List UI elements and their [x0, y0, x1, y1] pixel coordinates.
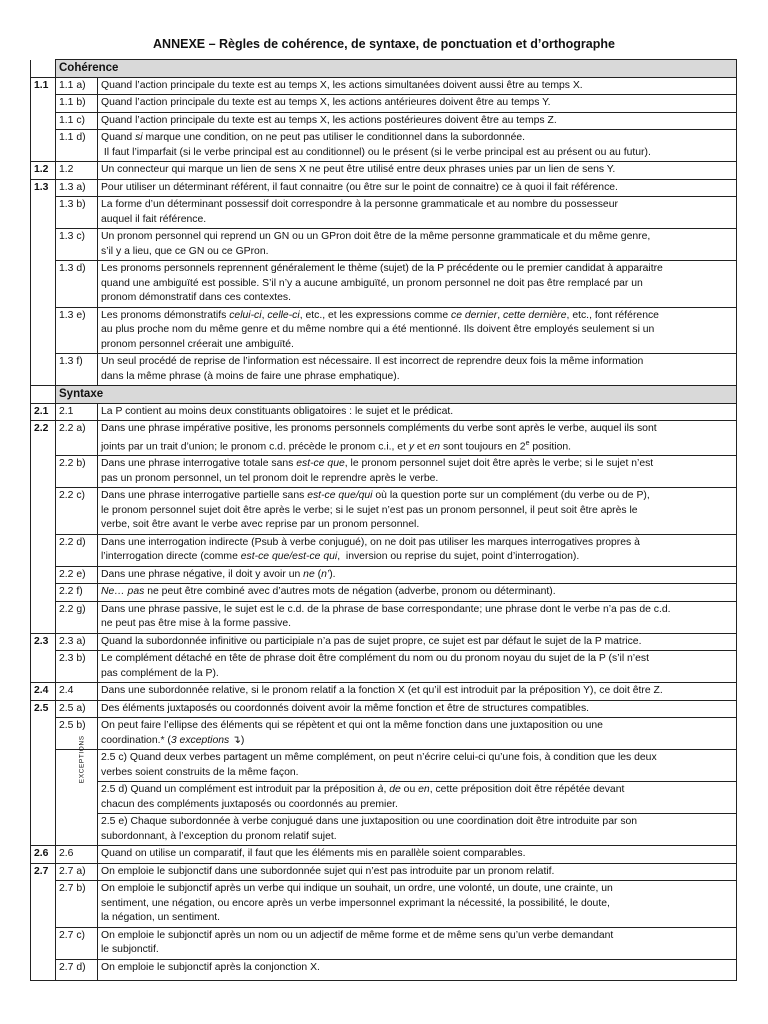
exceptions-label: EXCEPTIONS — [78, 735, 86, 784]
group-number — [31, 584, 56, 602]
rule-row — [31, 130, 737, 162]
rule-row — [31, 959, 737, 980]
group-number — [31, 130, 56, 162]
rule-text: Dans une phrase négative, il doit y avoir un ne (n’). — [98, 566, 737, 584]
rule-code: 2.3 b) — [56, 651, 98, 683]
rule-code: 2.2 d) — [56, 534, 98, 566]
rule-text: Quand l’action principale du texte est au temps X, les actions antérieures doivent être au temps Y. — [98, 95, 737, 113]
rule-code: 2.5 b) — [56, 718, 98, 750]
group-number — [31, 354, 56, 386]
rule-code: 1.3 c) — [56, 229, 98, 261]
rule-row — [31, 718, 737, 750]
rule-row — [31, 700, 737, 718]
rule-row — [31, 488, 737, 535]
rule-row — [31, 651, 737, 683]
rule-text: Quand la subordonnée infinitive ou participiale n’a pas de sujet propre, ce sujet est par défaut le sujet de la P matrice. — [98, 633, 737, 651]
rule-text: Dans une subordonnée relative, si le pronom relatif a la fonction X (et qu’il est introduit par la préposition Y), ce doit être Z. — [98, 683, 737, 701]
group-number: 2.1 — [31, 403, 56, 421]
rule-code: 2.2 g) — [56, 601, 98, 633]
section-heading: Syntaxe — [56, 386, 737, 404]
exceptions-label-cell — [56, 735, 98, 846]
rule-code: 2.6 — [56, 846, 98, 864]
rule-code: 2.2 b) — [56, 456, 98, 488]
section-header-row — [31, 386, 737, 404]
group-number: 2.5 — [31, 700, 56, 718]
rule-row — [31, 534, 737, 566]
rule-row — [31, 162, 737, 180]
rule-code: 1.3 f) — [56, 354, 98, 386]
rule-code: 2.1 — [56, 403, 98, 421]
rule-row — [31, 927, 737, 959]
document-title: ANNEXE – Règles de cohérence, de syntaxe, de ponctuation et d’orthographe — [153, 37, 615, 51]
group-cell — [31, 814, 56, 846]
group-number — [31, 112, 56, 130]
group-number — [31, 959, 56, 980]
rule-text: 2.5 e) Chaque subordonnée à verbe conjugué dans une juxtaposition ou une coordination doit être introduite par son subordonnant, à l’exception du pronom relatif sujet. — [98, 814, 737, 846]
group-number — [31, 488, 56, 535]
rule-code: 2.4 — [56, 683, 98, 701]
rule-code: 2.7 b) — [56, 881, 98, 928]
group-cell — [31, 782, 56, 814]
rule-text: Dans une interrogation indirecte (Psub à verbe conjugué), on ne doit pas utiliser les marques interrogatives propres à l’interrogation directe (comme est-ce que/est-ce qui, inversion ou reprise du sujet, point d’interrogation). — [98, 534, 737, 566]
rule-text: Des éléments juxtaposés ou coordonnés doivent avoir la même fonction et être de structures compatibles. — [98, 700, 737, 718]
rule-code: 1.1 c) — [56, 112, 98, 130]
rule-code: 2.2 e) — [56, 566, 98, 584]
rule-code: 1.1 b) — [56, 95, 98, 113]
group-number — [31, 197, 56, 229]
group-number: 1.2 — [31, 162, 56, 180]
rule-row — [31, 261, 737, 308]
rule-text: Quand l’action principale du texte est au temps X, les actions simultanées doivent aussi être au temps X. — [98, 77, 737, 95]
rule-text: Le complément détaché en tête de phrase doit être complément du nom ou du pronom noyau du sujet de la P (s’il n’est pas complément de la P). — [98, 651, 737, 683]
rule-row — [31, 403, 737, 421]
section-spacer — [31, 386, 56, 404]
rule-code: 1.3 a) — [56, 179, 98, 197]
group-number — [31, 718, 56, 750]
rule-code: 1.3 e) — [56, 307, 98, 354]
rule-text: Un connecteur qui marque un lien de sens X ne peut être utilisé entre deux phrases unies par un lien de sens Y. — [98, 162, 737, 180]
rule-text: Quand si marque une condition, on ne peut pas utiliser le conditionnel dans la subordonnée. Il faut l’imparfait (si le verbe principal est au conditionnel) ou le présent (si le verbe principal est au présent ou au futur). — [98, 130, 737, 162]
rule-code: 2.5 a) — [56, 700, 98, 718]
group-cell — [31, 750, 56, 782]
group-number: 2.2 — [31, 421, 56, 456]
group-number — [31, 927, 56, 959]
rule-row — [31, 633, 737, 651]
group-number — [31, 261, 56, 308]
rule-code: 2.2 f) — [56, 584, 98, 602]
rule-row — [31, 846, 737, 864]
rule-code: 1.2 — [56, 162, 98, 180]
group-number: 1.1 — [31, 77, 56, 95]
section-heading: Cohérence — [56, 60, 737, 78]
rules-table — [30, 59, 737, 981]
rule-row — [31, 354, 737, 386]
rule-row — [31, 229, 737, 261]
rule-text: Pour utiliser un déterminant référent, il faut connaitre (ou être sur le point de connaitre) ce à quoi il fait référence. — [98, 179, 737, 197]
rule-row — [31, 77, 737, 95]
rule-code: 2.2 a) — [56, 421, 98, 456]
rule-code: 2.3 a) — [56, 633, 98, 651]
rule-text: 2.5 c) Quand deux verbes partagent un même complément, on peut n’écrire celui-ci qu’une fois, à condition que les deux verbes soient construits de la même façon. — [98, 750, 737, 782]
rule-text: Quand l’action principale du texte est au temps X, les actions postérieures doivent être au temps Z. — [98, 112, 737, 130]
rule-text: Dans une phrase passive, le sujet est le c.d. de la phrase de base correspondante; une phrase dont le verbe n’a pas de c.d. ne peut pas être mise à la forme passive. — [98, 601, 737, 633]
rule-text: Les pronoms démonstratifs celui-ci, celle-ci, etc., et les expressions comme ce dernier, cette dernière, etc., font référence au plus proche nom du même genre et du même nombre qui a été mentionné. Ils doivent être employés seulement si un pronom personnel créerait une ambiguïté. — [98, 307, 737, 354]
group-number — [31, 566, 56, 584]
rule-text: On emploie le subjonctif dans une subordonnée sujet qui n’est pas introduite par un pronom relatif. — [98, 863, 737, 881]
group-number: 2.7 — [31, 863, 56, 881]
rule-text: Quand on utilise un comparatif, il faut que les éléments mis en parallèle soient comparables. — [98, 846, 737, 864]
rule-code: 2.7 a) — [56, 863, 98, 881]
rule-row — [31, 421, 737, 456]
rule-code: 2.7 c) — [56, 927, 98, 959]
rule-row — [31, 95, 737, 113]
rule-text: On emploie le subjonctif après un nom ou un adjectif de même forme et de même sens qu’un verbe demandant le subjonctif. — [98, 927, 737, 959]
rule-row — [31, 584, 737, 602]
group-number — [31, 601, 56, 633]
group-number — [31, 534, 56, 566]
rule-row — [31, 863, 737, 881]
rule-row — [31, 179, 737, 197]
rule-text: La forme d’un déterminant possessif doit correspondre à la personne grammaticale et au nombre du possesseur auquel il fait référence. — [98, 197, 737, 229]
rule-row — [31, 307, 737, 354]
rule-text: Dans une phrase interrogative partielle sans est-ce que/qui où la question porte sur un complément (du verbe ou de P), le pronom personnel sujet doit être après le verbe; si le sujet n’est pas un pronom personnel, il peut soit être après le verbe, soit être avant le verbe avec reprise par un pronom personnel. — [98, 488, 737, 535]
group-number — [31, 229, 56, 261]
rule-code: 1.3 b) — [56, 197, 98, 229]
rule-row — [31, 112, 737, 130]
rule-row — [31, 566, 737, 584]
group-number — [31, 881, 56, 928]
rule-row — [31, 197, 737, 229]
rule-text: 2.5 d) Quand un complément est introduit par la préposition à, de ou en, cette préposition doit être répétée devant chacun des compléments juxtaposés ou coordonnés au premier. — [98, 782, 737, 814]
rule-text: On peut faire l’ellipse des éléments qui se répètent et qui ont la même fonction dans une juxtaposition ou une coordination.* (3 exceptions ↴) — [98, 718, 737, 750]
section-spacer — [31, 60, 56, 78]
group-number: 2.3 — [31, 633, 56, 651]
section-header-row — [31, 60, 737, 78]
rule-row — [31, 683, 737, 701]
rule-row — [31, 601, 737, 633]
rule-text: On emploie le subjonctif après un verbe qui indique un souhait, un ordre, une volonté, un doute, une crainte, un sentiment, une négation, ou encore après un verbe impersonnel exprimant la nécessité, la possibilité, le doute, la négation, un sentiment. — [98, 881, 737, 928]
rule-code: 1.3 d) — [56, 261, 98, 308]
exception-row — [31, 814, 737, 846]
rule-code: 1.1 d) — [56, 130, 98, 162]
exception-row — [31, 782, 737, 814]
rule-row — [31, 881, 737, 928]
group-number — [31, 651, 56, 683]
group-number: 1.3 — [31, 179, 56, 197]
group-number — [31, 95, 56, 113]
rule-text: Dans une phrase interrogative totale sans est-ce que, le pronom personnel sujet doit être après le verbe; si le sujet n’est pas un pronom personnel, un tel pronom doit le reprendre après le verbe. — [98, 456, 737, 488]
rule-text: Dans une phrase impérative positive, les pronoms personnels compléments du verbe sont après le verbe, auquel ils sont joints par un trait d’union; le pronom c.d. précède le pronom c.i., et y et en sont toujours en 2e position. — [98, 421, 737, 456]
rule-code: 2.2 c) — [56, 488, 98, 535]
rule-text: Un seul procédé de reprise de l’information est nécessaire. Il est incorrect de reprendre deux fois la même information dans la même phrase (à moins de faire une phrase emphatique). — [98, 354, 737, 386]
rule-row — [31, 456, 737, 488]
rule-text: Ne… pas ne peut être combiné avec d’autres mots de négation (adverbe, pronom ou déterminant). — [98, 584, 737, 602]
group-number: 2.4 — [31, 683, 56, 701]
rule-text: Un pronom personnel qui reprend un GN ou un GPron doit être de la même personne grammaticale et du même genre, s’il y a lieu, que ce GN ou ce GPron. — [98, 229, 737, 261]
exception-row — [31, 750, 737, 782]
rule-text: On emploie le subjonctif après la conjonction X. — [98, 959, 737, 980]
group-number — [31, 307, 56, 354]
rule-code: 1.1 a) — [56, 77, 98, 95]
rule-code: 2.7 d) — [56, 959, 98, 980]
group-number: 2.6 — [31, 846, 56, 864]
rule-text: La P contient au moins deux constituants obligatoires : le sujet et le prédicat. — [98, 403, 737, 421]
group-number — [31, 456, 56, 488]
rule-text: Les pronoms personnels reprennent généralement le thème (sujet) de la P précédente ou le premier candidat à apparaitre quand une ambiguïté est possible. S’il n’y a aucune ambiguïté, un pronom personnel ne doit pas être remplacé par un pronom démonstratif dans ces contextes. — [98, 261, 737, 308]
